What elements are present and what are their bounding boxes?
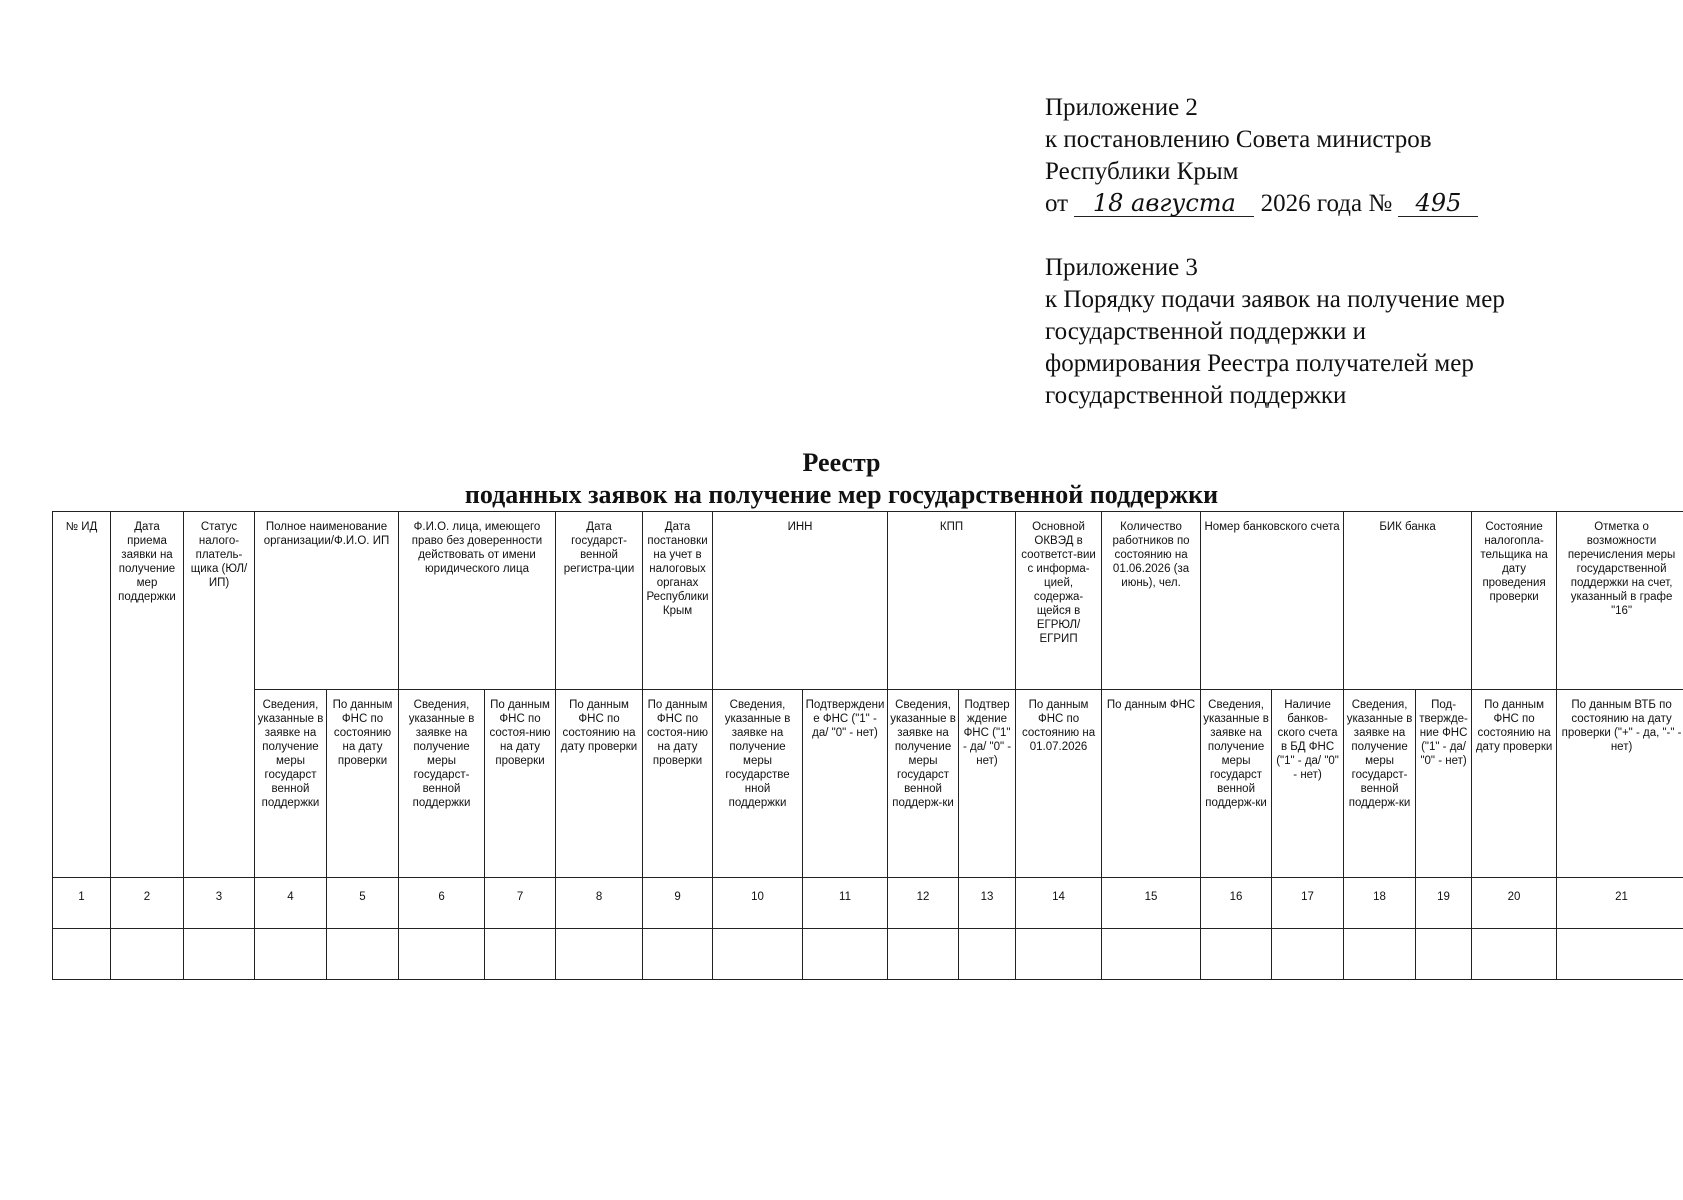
sub-name-app: Сведения, указанные в заявке на получение меры государст венной поддержки bbox=[255, 690, 327, 878]
column-number: 15 bbox=[1102, 878, 1201, 929]
sub-kpp-app: Сведения, указанные в заявке на получение меры государст венной поддерж-ки bbox=[888, 690, 959, 878]
header-okved: Основной ОКВЭД в соответст-вии с информа-цией, содержа-щейся в ЕГРЮЛ/ ЕГРИП bbox=[1016, 512, 1102, 690]
appendix-2-line: к постановлению Совета министров bbox=[1045, 126, 1432, 153]
header-inn: ИНН bbox=[713, 512, 888, 690]
sub-employees-fns: По данным ФНС bbox=[1102, 690, 1201, 878]
empty-cell bbox=[111, 929, 184, 980]
column-number: 10 bbox=[713, 878, 803, 929]
appendix-2-line: Республики Крым bbox=[1045, 158, 1239, 185]
appendix-3-line: государственной поддержки bbox=[1045, 382, 1347, 409]
column-number: 17 bbox=[1272, 878, 1344, 929]
empty-cell bbox=[1102, 929, 1201, 980]
year-text: 2026 года № bbox=[1260, 190, 1393, 217]
appendix-3-line: к Порядку подачи заявок на получение мер bbox=[1045, 286, 1505, 313]
column-number: 4 bbox=[255, 878, 327, 929]
header-transfer-mark: Отметка о возможности перечисления меры государственной поддержки на счет, указанный в графе "16" bbox=[1557, 512, 1683, 690]
appendix-3-line: формирования Реестра получателей мер bbox=[1045, 350, 1474, 377]
empty-cell bbox=[184, 929, 255, 980]
empty-cell bbox=[1416, 929, 1472, 980]
sub-name-fns: По данным ФНС по состоянию на дату проверки bbox=[327, 690, 399, 878]
appendix-2-block bbox=[1045, 92, 1665, 220]
empty-cell bbox=[1557, 929, 1683, 980]
empty-cell bbox=[556, 929, 643, 980]
sub-state-fns: По данным ФНС по состоянию на дату проверки bbox=[1472, 690, 1557, 878]
sub-inn-app: Сведения, указанные в заявке на получение меры государстве нной поддержки bbox=[713, 690, 803, 878]
header-taxpayer-state: Состояние налогопла-тельщика на дату проведения проверки bbox=[1472, 512, 1557, 690]
sub-bik-confirm: Под-твержде-ние ФНС ("1" - да/ "0" - нет) bbox=[1416, 690, 1472, 878]
header-proxy: Ф.И.О. лица, имеющего право без доверенности действовать от имени юридического лица bbox=[399, 512, 556, 690]
header-tax-date: Дата постановки на учет в налоговых органах Республики Крым bbox=[643, 512, 713, 690]
sub-inn-confirm: Подтверждение ФНС ("1" - да/ "0" - нет) bbox=[803, 690, 888, 878]
sub-account-app: Сведения, указанные в заявке на получение меры государст венной поддерж-ки bbox=[1201, 690, 1272, 878]
column-number: 7 bbox=[485, 878, 556, 929]
column-number: 8 bbox=[556, 878, 643, 929]
date-prefix: от bbox=[1045, 190, 1069, 217]
column-number: 19 bbox=[1416, 878, 1472, 929]
empty-cell bbox=[643, 929, 713, 980]
header-kpp: КПП bbox=[888, 512, 1016, 690]
appendix-2-title: Приложение 2 bbox=[1045, 94, 1198, 121]
sub-proxy-fns: По данным ФНС по состоя-нию на дату проверки bbox=[485, 690, 556, 878]
column-number: 13 bbox=[959, 878, 1016, 929]
empty-cell bbox=[888, 929, 959, 980]
header-date-received: Дата приема заявки на получение мер поддержки bbox=[111, 512, 184, 878]
sub-kpp-confirm: Подтверждение ФНС ("1" - да/ "0" - нет) bbox=[959, 690, 1016, 878]
column-number: 20 bbox=[1472, 878, 1557, 929]
column-number: 21 bbox=[1557, 878, 1683, 929]
empty-cell bbox=[1016, 929, 1102, 980]
column-number: 16 bbox=[1201, 878, 1272, 929]
empty-data-row bbox=[53, 929, 1683, 980]
header-status: Статус налого-платель-щика (ЮЛ/ИП) bbox=[184, 512, 255, 878]
header-bik: БИК банка bbox=[1344, 512, 1472, 690]
sub-vtb: По данным ВТБ по состоянию на дату проверки ("+" - да, "-" - нет) bbox=[1557, 690, 1683, 878]
column-number: 9 bbox=[643, 878, 713, 929]
column-number: 14 bbox=[1016, 878, 1102, 929]
empty-cell bbox=[713, 929, 803, 980]
header-full-name: Полное наименование организации/Ф.И.О. ИП bbox=[255, 512, 399, 690]
document-subtitle: поданных заявок на получение мер государственной поддержки bbox=[464, 480, 1219, 509]
empty-cell bbox=[485, 929, 556, 980]
empty-cell bbox=[959, 929, 1016, 980]
empty-cell bbox=[53, 929, 111, 980]
header-id: № ИД bbox=[53, 512, 111, 878]
registry-table bbox=[52, 511, 1683, 980]
column-number: 3 bbox=[184, 878, 255, 929]
empty-cell bbox=[399, 929, 485, 980]
subheader-row bbox=[53, 690, 1683, 878]
sub-reg-fns: По данным ФНС по состоянию на дату проверки bbox=[556, 690, 643, 878]
header-account: Номер банковского счета bbox=[1201, 512, 1344, 690]
date-field: 18 августа bbox=[1074, 190, 1254, 217]
number-field: 495 bbox=[1398, 190, 1478, 217]
empty-cell bbox=[1201, 929, 1272, 980]
empty-cell bbox=[327, 929, 399, 980]
sub-account-presence: Наличие банков-ского счета в БД ФНС ("1" - да/ "0" - нет) bbox=[1272, 690, 1344, 878]
empty-cell bbox=[1272, 929, 1344, 980]
sub-bik-app: Сведения, указанные в заявке на получение меры государст-венной поддерж-ки bbox=[1344, 690, 1416, 878]
column-number: 5 bbox=[327, 878, 399, 929]
header-reg-date: Дата государст-венной регистра-ции bbox=[556, 512, 643, 690]
sub-proxy-app: Сведения, указанные в заявке на получение меры государст-венной поддержки bbox=[399, 690, 485, 878]
column-number: 2 bbox=[111, 878, 184, 929]
empty-cell bbox=[1472, 929, 1557, 980]
appendix-3-title: Приложение 3 bbox=[1045, 254, 1198, 281]
header-row bbox=[53, 512, 1683, 690]
empty-cell bbox=[1344, 929, 1416, 980]
appendix-3-line: государственной поддержки и bbox=[1045, 318, 1367, 345]
column-number: 18 bbox=[1344, 878, 1416, 929]
column-number: 12 bbox=[888, 878, 959, 929]
column-number: 1 bbox=[53, 878, 111, 929]
empty-cell bbox=[803, 929, 888, 980]
sub-tax-fns: По данным ФНС по состоя-нию на дату проверки bbox=[643, 690, 713, 878]
appendix-3-block bbox=[1045, 252, 1665, 412]
header-employees: Количество работников по состоянию на 01.06.2026 (за июнь), чел. bbox=[1102, 512, 1201, 690]
column-number: 11 bbox=[803, 878, 888, 929]
column-number-row bbox=[53, 878, 1683, 929]
sub-okved-fns: По данным ФНС по состоянию на 01.07.2026 bbox=[1016, 690, 1102, 878]
empty-cell bbox=[255, 929, 327, 980]
document-title: Реестр bbox=[802, 448, 881, 477]
column-number: 6 bbox=[399, 878, 485, 929]
appendix-2-date-line bbox=[1045, 188, 1665, 220]
